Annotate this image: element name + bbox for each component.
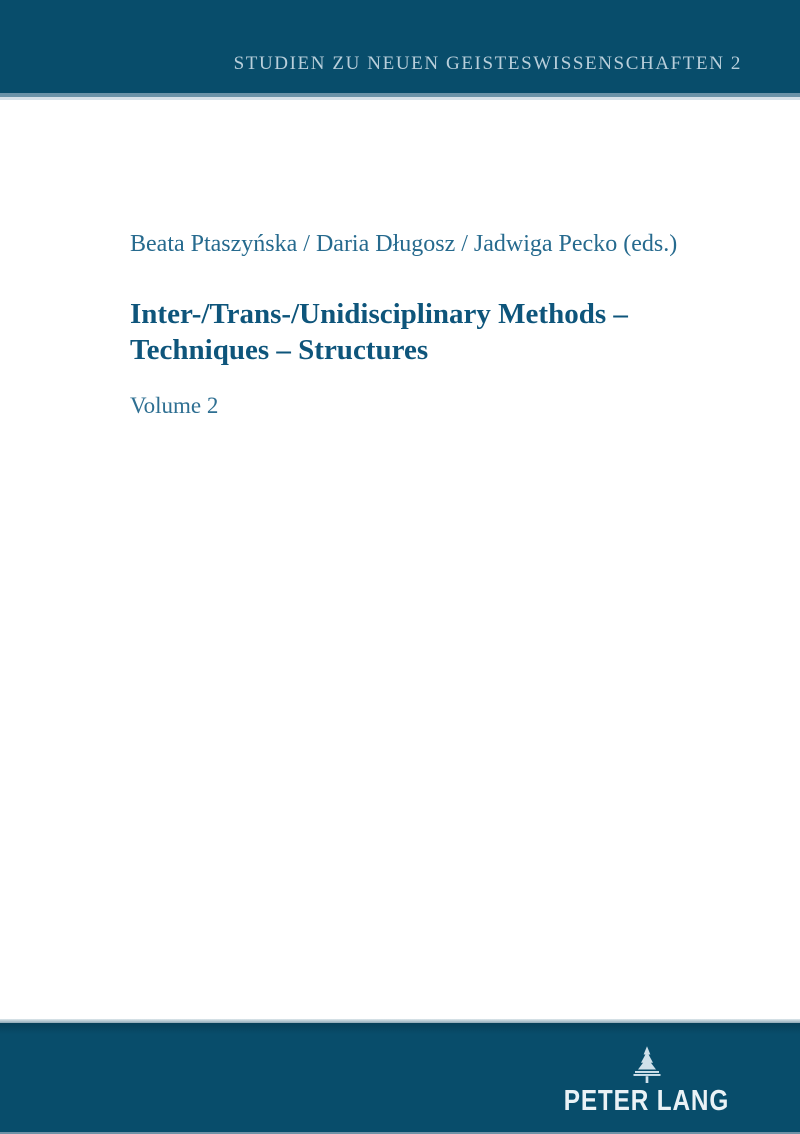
author-line: Beata Ptaszyńska / Daria Długosz / Jadwiga Pecko (eds.) bbox=[130, 231, 678, 257]
publisher-band bbox=[0, 1023, 800, 1134]
publisher-logo bbox=[548, 1046, 745, 1116]
volume-label: Volume 2 bbox=[130, 393, 219, 418]
cover-body bbox=[0, 100, 800, 1019]
book-title-line-1: Inter-/Trans-/Unidisciplinary Methods – bbox=[130, 298, 628, 330]
series-title: STUDIEN ZU NEUEN GEISTESWISSENSCHAFTEN 2 bbox=[233, 53, 742, 74]
publisher-name: PETER LANG bbox=[563, 1085, 730, 1117]
book-title bbox=[130, 296, 740, 368]
series-band bbox=[0, 0, 800, 93]
peter-lang-tree-book-icon bbox=[632, 1046, 662, 1084]
book-title-line-2: Techniques – Structures bbox=[130, 334, 429, 366]
